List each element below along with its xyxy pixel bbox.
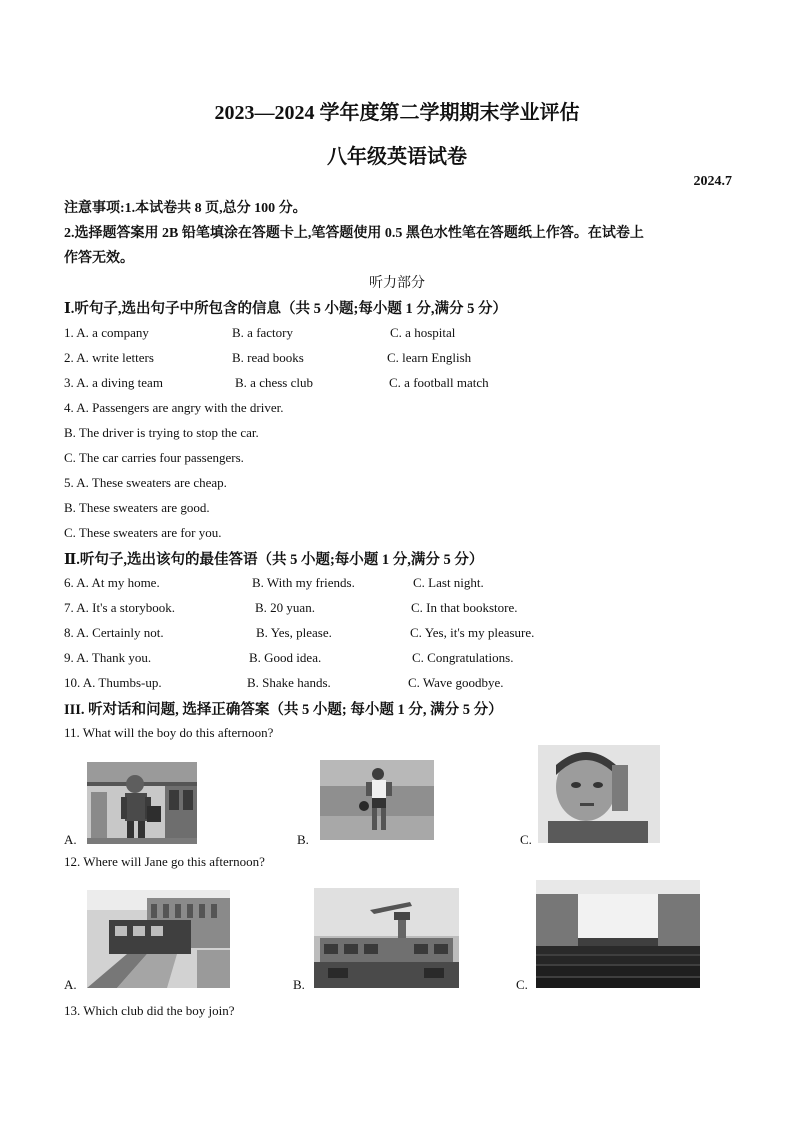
q9-option-c: C. Congratulations.	[412, 650, 514, 665]
q8-option-b: B. Yes, please.	[256, 625, 332, 640]
exam-date: 2024.7	[693, 174, 732, 189]
q4-option-c: C. The car carries four passengers.	[64, 450, 244, 465]
q12-label-a: A.	[64, 977, 77, 992]
q5-option-a: 5. A. These sweaters are cheap.	[64, 475, 227, 490]
q10-option-c: C. Wave goodbye.	[408, 675, 504, 690]
q12-question: 12. Where will Jane go this afternoon?	[64, 854, 265, 869]
thinking-boy-photo	[538, 745, 660, 843]
q11-label-c: C.	[520, 832, 532, 847]
q7-option-c: C. In that bookstore.	[411, 600, 518, 615]
boy-playing-basketball-photo	[320, 760, 434, 840]
q8-option-a: 8. A. Certainly not.	[64, 625, 164, 640]
page-title: 2023—2024 学年度第二学期期末学业评估	[214, 102, 580, 124]
q11-label-b: B.	[297, 832, 309, 847]
q13-question: 13. Which club did the boy join?	[64, 1003, 235, 1018]
q2-option-a: 2. A. write letters	[64, 350, 154, 365]
instructions-line-1: 注意事项:1.本试卷共 8 页,总分 100 分。	[64, 201, 307, 216]
q3-option-a: 3. A. a diving team	[64, 375, 163, 390]
q1-option-c: C. a hospital	[390, 325, 456, 340]
q7-option-a: 7. A. It's a storybook.	[64, 600, 176, 615]
q4-option-a: 4. A. Passengers are angry with the driver.	[64, 400, 284, 415]
q2-option-b: B. read books	[232, 350, 304, 365]
q11-label-a: A.	[64, 832, 77, 847]
q6-option-c: C. Last night.	[413, 575, 484, 590]
person-with-bag-photo	[87, 762, 197, 844]
q10-option-b: B. Shake hands.	[247, 675, 331, 690]
q5-option-b: B. These sweaters are good.	[64, 500, 210, 515]
q1-option-b: B. a factory	[232, 325, 294, 340]
cinema-photo	[536, 880, 700, 988]
listening-part-label: 听力部分	[369, 276, 425, 291]
q3-option-b: B. a chess club	[235, 375, 313, 390]
section-1-heading: Ⅰ.听句子,选出句子中所包含的信息（共 5 小题;每小题 1 分,满分 5 分）	[64, 301, 507, 317]
q8-option-c: C. Yes, it's my pleasure.	[410, 625, 535, 640]
q4-option-b: B. The driver is trying to stop the car.	[64, 425, 259, 440]
page-subtitle: 八年级英语试卷	[327, 146, 467, 168]
train-station-photo	[87, 890, 230, 988]
q10-option-a: 10. A. Thumbs-up.	[64, 675, 162, 690]
q12-label-c: C.	[516, 977, 528, 992]
q9-option-a: 9. A. Thank you.	[64, 650, 152, 665]
section-3-heading: III. 听对话和问题, 选择正确答案（共 5 小题; 每小题 1 分, 满分 5 分）	[64, 702, 503, 718]
q12-label-b: B.	[293, 977, 305, 992]
section-2-heading: Ⅱ.听句子,选出该句的最佳答语（共 5 小题;每小题 1 分,满分 5 分）	[64, 552, 484, 568]
q6-option-a: 6. A. At my home.	[64, 575, 160, 590]
instructions-line-2: 2.选择题答案用 2B 铅笔填涂在答题卡上,笔答题使用 0.5 黑色水性笔在答题纸上作答。在试卷上	[64, 226, 644, 241]
instructions-line-3: 作答无效。	[64, 251, 134, 266]
q7-option-b: B. 20 yuan.	[255, 600, 315, 615]
q6-option-b: B. With my friends.	[252, 575, 355, 590]
q1-option-a: 1. A. a company	[64, 325, 149, 340]
q5-option-c: C. These sweaters are for you.	[64, 525, 222, 540]
q9-option-b: B. Good idea.	[249, 650, 322, 665]
q11-question: 11. What will the boy do this afternoon?	[64, 725, 274, 740]
q3-option-c: C. a football match	[389, 375, 489, 390]
airport-photo	[314, 888, 459, 988]
q2-option-c: C. learn English	[387, 350, 472, 365]
